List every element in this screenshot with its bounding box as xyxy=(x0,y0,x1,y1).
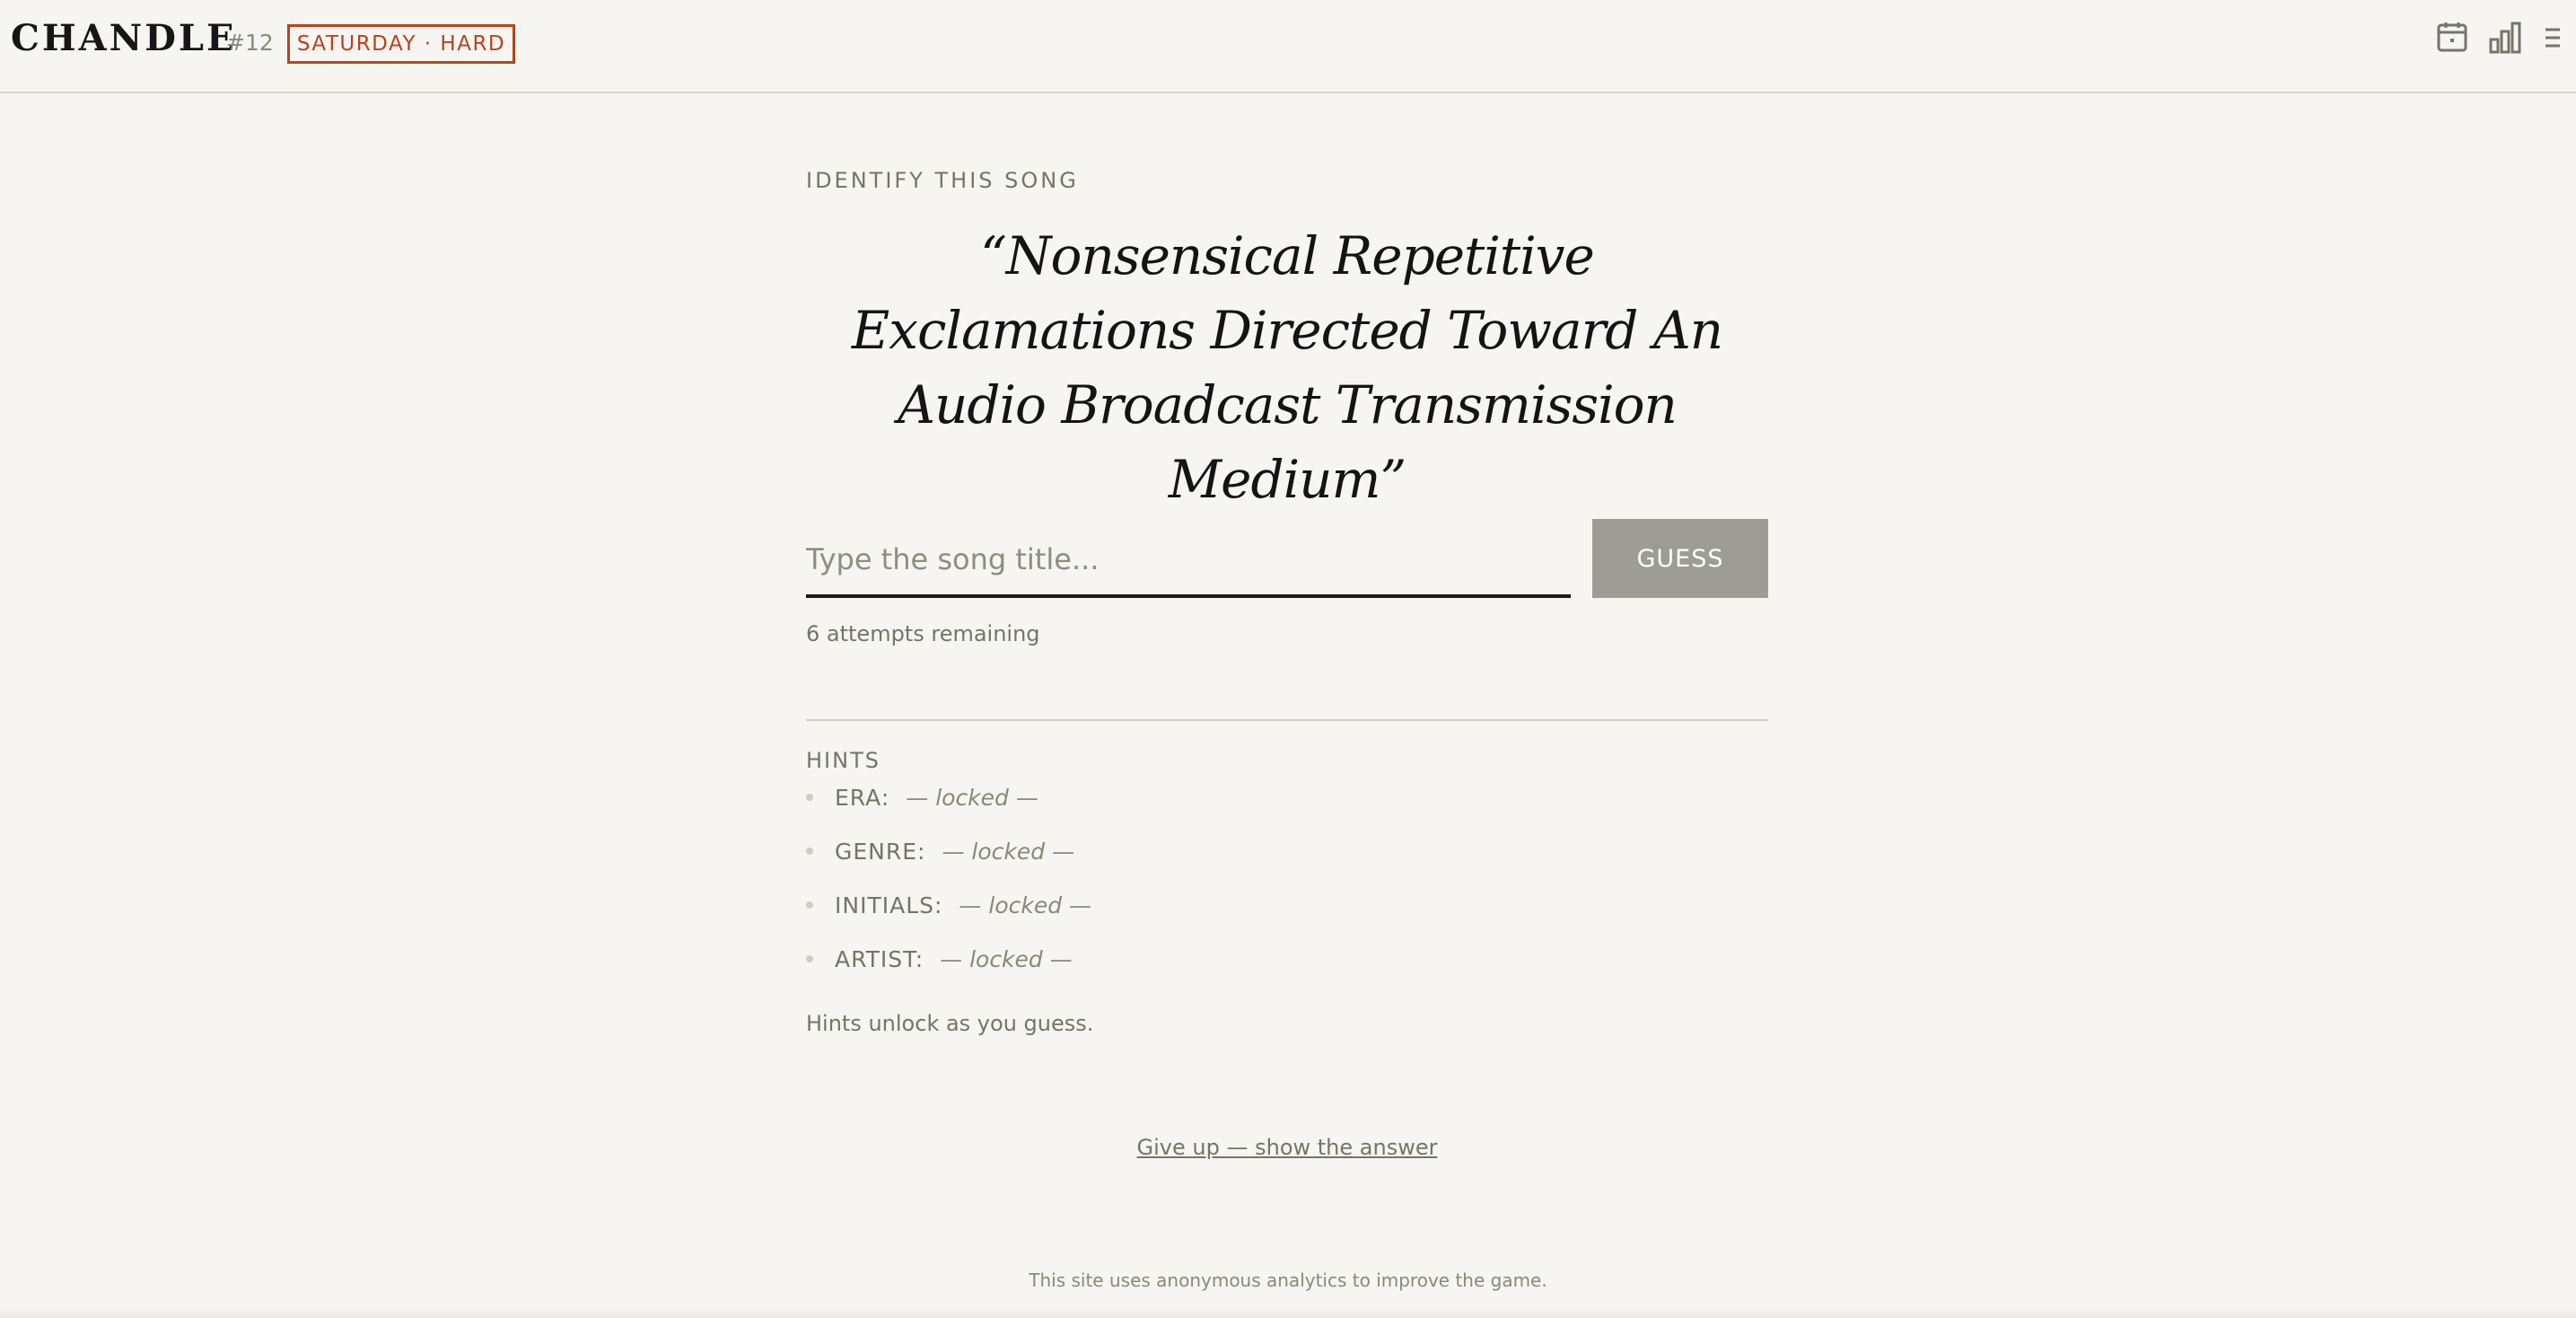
hint-label: ARTIST: xyxy=(835,946,924,972)
hint-initials xyxy=(806,891,1091,921)
hint-genre xyxy=(806,837,1074,867)
hint-label: ERA: xyxy=(835,785,890,811)
hint-label: INITIALS: xyxy=(835,892,943,918)
top-bar xyxy=(0,0,2576,93)
hints-note: Hints unlock as you guess. xyxy=(806,1011,1094,1036)
hint-value: — locked — xyxy=(942,839,1075,865)
hint-value: — locked — xyxy=(959,892,1092,918)
section-divider xyxy=(806,719,1768,721)
hint-value: — locked — xyxy=(906,785,1038,811)
hint-label: GENRE: xyxy=(835,839,926,865)
bullet-icon xyxy=(806,901,813,909)
hint-era xyxy=(806,783,1038,813)
puzzle-number: #12 xyxy=(226,30,274,56)
hint-value: — locked — xyxy=(940,946,1073,972)
difficulty-badge: SATURDAY · HARD xyxy=(287,24,515,64)
bullet-icon xyxy=(806,794,813,801)
bullet-icon xyxy=(806,848,813,855)
song-clue: “Nonsensical Repetitive Exclamations Directed Toward An Audio Broadcast Transmission Medium” xyxy=(851,225,1723,510)
bottom-shadow xyxy=(0,1307,2576,1318)
attempts-remaining: 6 attempts remaining xyxy=(806,621,1040,646)
menu-icon[interactable] xyxy=(2544,27,2562,48)
give-up-link[interactable]: Give up — show the answer xyxy=(1136,1135,1438,1160)
guess-button[interactable]: GUESS xyxy=(1592,519,1768,598)
hints-heading: HINTS xyxy=(806,748,881,773)
app-logo[interactable]: CHANDLE xyxy=(11,17,237,59)
hint-artist xyxy=(806,945,1073,975)
bullet-icon xyxy=(806,955,813,962)
stats-icon[interactable] xyxy=(2489,22,2521,54)
analytics-notice: This site uses anonymous analytics to improve the game. xyxy=(1029,1270,1547,1291)
section-eyebrow: IDENTIFY THIS SONG xyxy=(806,168,1079,193)
song-title-input[interactable] xyxy=(806,524,1571,598)
calendar-icon[interactable] xyxy=(2437,22,2467,52)
